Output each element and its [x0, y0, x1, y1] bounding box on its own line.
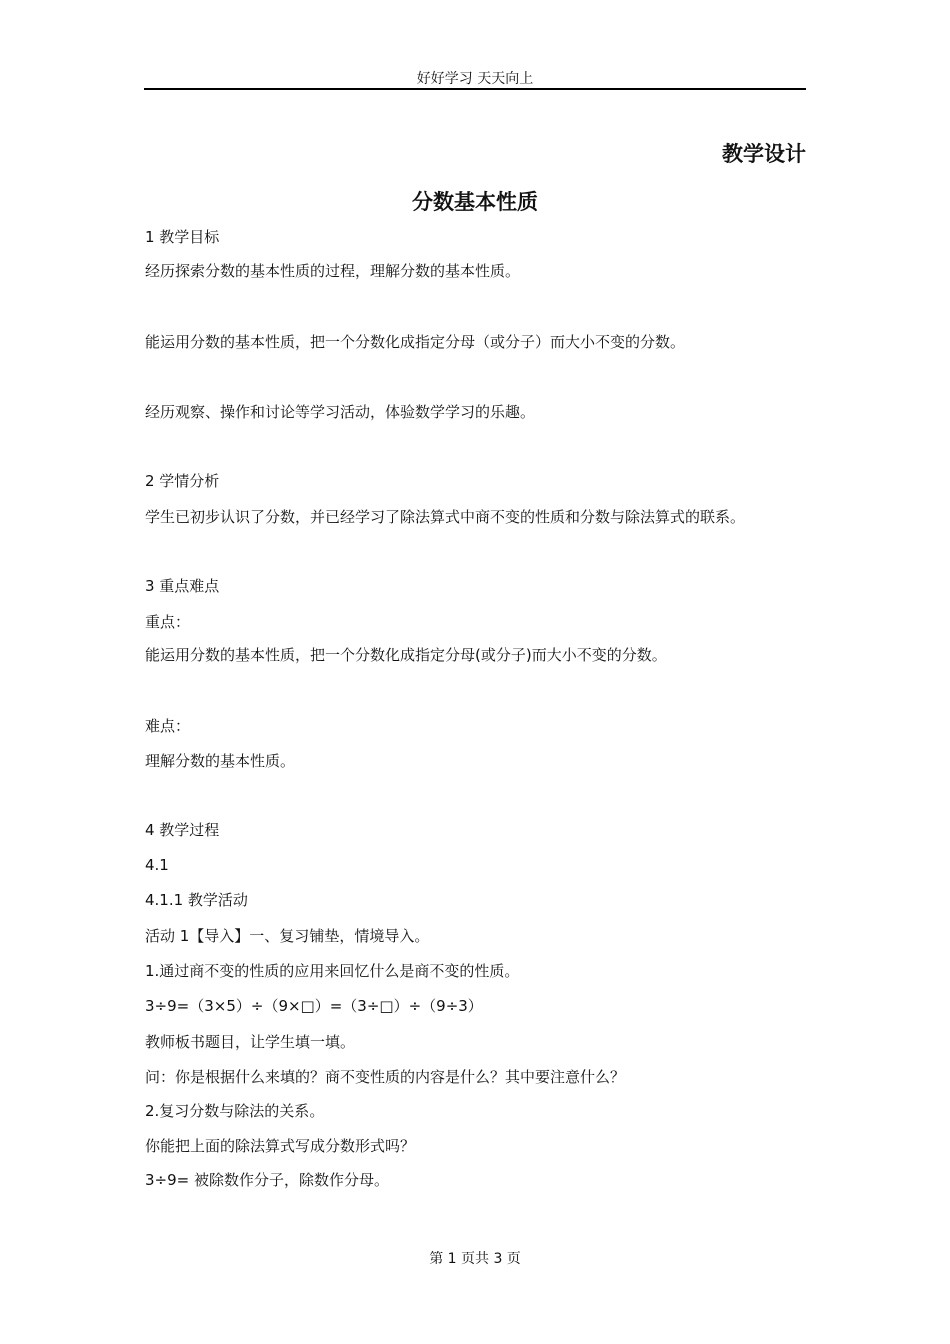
- text-line: 1 教学目标: [145, 228, 220, 246]
- text-line: 难点：: [145, 717, 191, 735]
- text-line: 1.通过商不变的性质的应用来回忆什么是商不变的性质。: [145, 962, 520, 980]
- text-line: 活动 1【导入】一、复习铺垫，情境导入。: [145, 927, 430, 945]
- text-line: 教师板书题目，让学生填一填。: [145, 1033, 356, 1051]
- text-line: 2.复习分数与除法的关系。: [145, 1102, 325, 1120]
- text-line: 能运用分数的基本性质，把一个分数化成指定分母(或分子)而大小不变的分数。: [145, 646, 667, 664]
- text-line: 理解分数的基本性质。: [145, 752, 296, 770]
- text-line: 4.1.1 教学活动: [145, 891, 248, 909]
- lesson-title: 分数基本性质: [412, 190, 538, 214]
- text-line: 2 学情分析: [145, 472, 220, 490]
- text-line: 能运用分数的基本性质，把一个分数化成指定分母（或分子）而大小不变的分数。: [145, 333, 686, 351]
- text-line: 3÷9= 被除数作分子，除数作分母。: [145, 1171, 389, 1189]
- text-line: 问：你是根据什么来填的？商不变性质的内容是什么？其中要注意什么？: [145, 1068, 626, 1086]
- text-line: 4 教学过程: [145, 821, 220, 839]
- header-rule: [144, 88, 806, 90]
- text-line: 你能把上面的除法算式写成分数形式吗？: [145, 1137, 416, 1155]
- page-header: 好好学习 天天向上: [416, 71, 534, 87]
- page-footer: 第 1 页共 3 页: [429, 1251, 521, 1267]
- text-line: 学生已初步认识了分数，并已经学习了除法算式中商不变的性质和分数与除法算式的联系。: [145, 508, 746, 526]
- text-line: 3 重点难点: [145, 577, 220, 595]
- text-line: 重点：: [145, 613, 191, 631]
- text-line: 4.1: [145, 856, 169, 874]
- text-line: 经历观察、操作和讨论等学习活动，体验数学学习的乐趣。: [145, 403, 536, 421]
- text-line: 经历探索分数的基本性质的过程，理解分数的基本性质。: [145, 262, 521, 280]
- document-title: 教学设计: [722, 142, 806, 166]
- text-line: 3÷9=（3×5）÷（9×□）=（3÷□）÷（9÷3）: [145, 997, 483, 1015]
